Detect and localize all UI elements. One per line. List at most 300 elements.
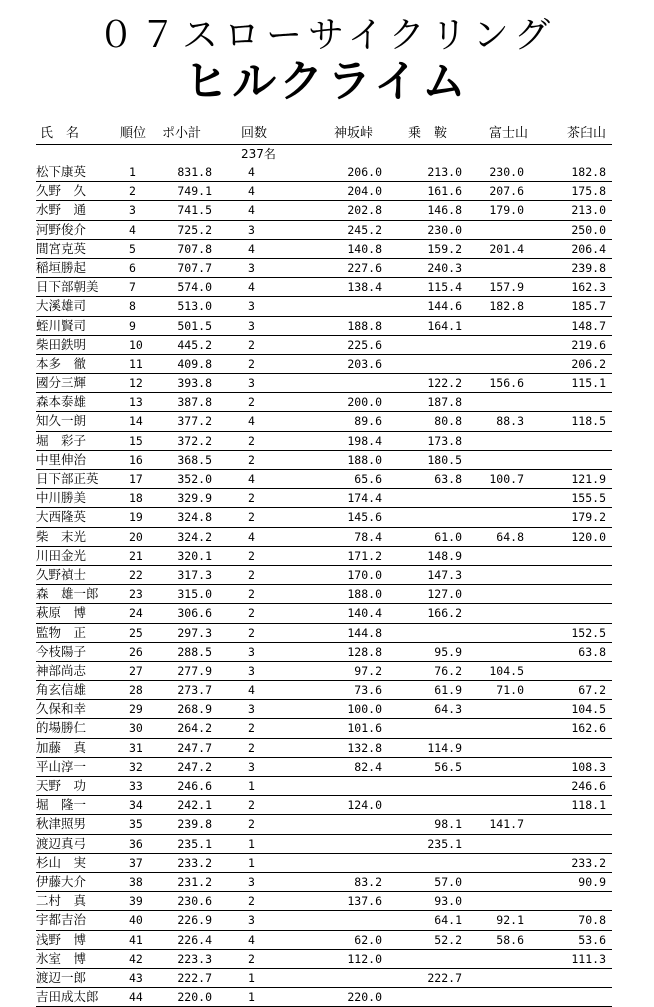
- cell-rank: 24: [129, 606, 143, 621]
- table-row: [36, 508, 612, 527]
- cell-count: 2: [248, 606, 255, 621]
- cell-venue-3: 90.9: [578, 874, 606, 889]
- cell-venue-0: 140.8: [347, 241, 382, 256]
- table-row: [36, 182, 612, 201]
- cell-name: 堀 彩子: [36, 432, 87, 448]
- cell-name: 久野禎士: [36, 566, 87, 582]
- cell-venue-1: 76.2: [434, 663, 462, 678]
- cell-venue-1: 122.2: [427, 376, 462, 391]
- cell-venue-1: 240.3: [427, 260, 462, 275]
- column-header-venue-2: 富士山: [489, 126, 529, 141]
- cell-count: 3: [248, 299, 255, 314]
- cell-count: 2: [248, 817, 255, 832]
- cell-points: 315.0: [177, 587, 212, 602]
- cell-points: 235.1: [177, 836, 212, 851]
- cell-points: 220.0: [177, 990, 212, 1005]
- cell-venue-1: 57.0: [434, 874, 462, 889]
- cell-venue-1: 146.8: [427, 203, 462, 218]
- cell-points: 725.2: [177, 222, 212, 237]
- cell-rank: 20: [129, 529, 143, 544]
- cell-points: 324.2: [177, 529, 212, 544]
- cell-rank: 14: [129, 414, 143, 429]
- cell-name: 渡辺真弓: [36, 835, 87, 851]
- cell-rank: 8: [129, 299, 136, 314]
- cell-venue-2: 182.8: [489, 299, 524, 314]
- table-row: [36, 278, 612, 297]
- cell-venue-1: 213.0: [427, 165, 462, 179]
- cell-name: 今枝陽子: [36, 643, 87, 659]
- cell-name: 氷室 博: [36, 950, 87, 966]
- cell-venue-3: 239.8: [571, 260, 606, 275]
- cell-venue-0: 144.8: [347, 625, 382, 640]
- table-row: [36, 969, 612, 988]
- cell-venue-1: 80.8: [434, 414, 462, 429]
- cell-points: 306.6: [177, 606, 212, 621]
- cell-points: 513.0: [177, 299, 212, 314]
- cell-venue-0: 78.4: [354, 529, 382, 544]
- cell-points: 368.5: [177, 452, 212, 467]
- cell-count: 4: [248, 932, 255, 947]
- cell-venue-3: 120.0: [571, 529, 606, 544]
- cell-venue-0: 200.0: [347, 395, 382, 410]
- cell-venue-0: 137.6: [347, 894, 382, 909]
- table-row: [36, 700, 612, 719]
- cell-venue-1: 95.9: [434, 644, 462, 659]
- cell-points: 247.7: [177, 740, 212, 755]
- cell-venue-3: 162.3: [571, 280, 606, 295]
- cell-count: 2: [248, 395, 255, 410]
- cell-name: 加藤 真: [36, 739, 87, 755]
- cell-venue-1: 56.5: [434, 759, 462, 774]
- cell-count: 3: [248, 874, 255, 889]
- cell-rank: 19: [129, 510, 143, 525]
- cell-count: 3: [248, 759, 255, 774]
- table-row: [36, 432, 612, 451]
- cell-venue-0: 140.4: [347, 606, 382, 621]
- cell-count: 4: [248, 414, 255, 429]
- cell-count: 4: [248, 241, 255, 256]
- cell-rank: 16: [129, 452, 143, 467]
- cell-count: 2: [248, 548, 255, 563]
- cell-venue-3: 162.6: [571, 721, 606, 736]
- cell-points: 242.1: [177, 798, 212, 813]
- cell-count: 1: [248, 779, 255, 793]
- cell-venue-3: 108.3: [571, 759, 606, 774]
- table-row: [36, 758, 612, 777]
- cell-points: 741.5: [177, 203, 212, 218]
- cell-name: 秋津照男: [36, 816, 87, 832]
- cell-rank: 11: [129, 356, 143, 371]
- cell-venue-0: 206.0: [347, 165, 382, 179]
- cell-rank: 6: [129, 260, 136, 275]
- column-header-venue-1: 乗 鞍: [408, 126, 448, 141]
- cell-count: 2: [248, 337, 255, 352]
- cell-count: 4: [248, 683, 255, 698]
- cell-venue-2: 104.5: [489, 663, 524, 678]
- cell-name: 浅野 博: [36, 931, 87, 947]
- cell-name: 日下部正英: [36, 471, 99, 486]
- cell-venue-1: 61.0: [434, 529, 462, 544]
- table-row: [36, 796, 612, 815]
- cell-points: 317.3: [177, 567, 212, 582]
- cell-rank: 27: [129, 663, 143, 678]
- cell-count: 2: [248, 740, 255, 755]
- cell-venue-0: 97.2: [354, 663, 382, 678]
- cell-name: 松下康英: [36, 164, 87, 179]
- cell-venue-3: 67.2: [578, 683, 606, 698]
- cell-venue-1: 164.1: [427, 318, 462, 333]
- cell-venue-0: 132.8: [347, 740, 382, 755]
- cell-points: 574.0: [177, 280, 212, 295]
- table-row: [36, 317, 612, 336]
- cell-name: 杉山 実: [36, 854, 87, 870]
- cell-venue-1: 93.0: [434, 894, 462, 909]
- cell-points: 231.2: [177, 874, 212, 889]
- cell-count: 3: [248, 644, 255, 659]
- cell-points: 277.9: [177, 663, 212, 678]
- results-table-body: [36, 163, 612, 1007]
- table-row: [36, 470, 612, 489]
- cell-points: 233.2: [177, 855, 212, 870]
- cell-name: 監物 正: [36, 624, 87, 640]
- cell-venue-1: 148.9: [427, 548, 462, 563]
- cell-name: 國分三輝: [36, 375, 87, 391]
- table-row: [36, 624, 612, 643]
- cell-points: 246.6: [177, 779, 212, 793]
- cell-count: 2: [248, 625, 255, 640]
- cell-name: 中川勝美: [36, 490, 87, 506]
- cell-rank: 12: [129, 376, 143, 391]
- cell-count: 1: [248, 990, 255, 1005]
- cell-venue-3: 206.2: [571, 356, 606, 371]
- cell-rank: 21: [129, 548, 143, 563]
- cell-rank: 29: [129, 702, 143, 717]
- table-header: [36, 124, 612, 145]
- table-row: [36, 355, 612, 374]
- cell-venue-3: 233.2: [571, 855, 606, 870]
- cell-venue-2: 230.0: [489, 165, 524, 179]
- column-header-venue-3: 茶臼山: [567, 126, 607, 141]
- cell-count: 3: [248, 260, 255, 275]
- cell-name: 萩原 博: [36, 605, 87, 621]
- cell-count: 2: [248, 491, 255, 506]
- table-row: [36, 412, 612, 431]
- cell-points: 372.2: [177, 433, 212, 448]
- cell-rank: 18: [129, 491, 143, 506]
- cell-count: 2: [248, 587, 255, 602]
- cell-count: 4: [248, 165, 255, 179]
- cell-points: 320.1: [177, 548, 212, 563]
- cell-count: 1: [248, 836, 255, 851]
- cell-venue-2: 141.7: [489, 817, 524, 832]
- cell-name: 宇都吉治: [36, 912, 87, 928]
- table-row: [36, 854, 612, 873]
- cell-points: 247.2: [177, 759, 212, 774]
- cell-venue-2: 156.6: [489, 376, 524, 391]
- cell-venue-3: 175.8: [571, 184, 606, 199]
- table-row: [36, 643, 612, 662]
- cell-venue-3: 111.3: [571, 951, 606, 966]
- table-row: [36, 374, 612, 393]
- cell-points: 393.8: [177, 376, 212, 391]
- cell-rank: 33: [129, 779, 143, 793]
- cell-rank: 39: [129, 894, 143, 909]
- cell-points: 377.2: [177, 414, 212, 429]
- cell-venue-1: 64.3: [434, 702, 462, 717]
- cell-count: 1: [248, 855, 255, 870]
- cell-rank: 42: [129, 951, 143, 966]
- table-row: [36, 240, 612, 259]
- table-row: [36, 739, 612, 758]
- cell-count: 4: [248, 203, 255, 218]
- participant-count: 237名: [241, 147, 276, 161]
- cell-count: 4: [248, 184, 255, 199]
- cell-count: 2: [248, 567, 255, 582]
- cell-points: 288.5: [177, 644, 212, 659]
- cell-rank: 34: [129, 798, 143, 813]
- cell-points: 707.8: [177, 241, 212, 256]
- table-row: [36, 585, 612, 604]
- cell-venue-1: 166.2: [427, 606, 462, 621]
- cell-points: 409.8: [177, 356, 212, 371]
- table-row: [36, 489, 612, 508]
- cell-points: 387.8: [177, 395, 212, 410]
- cell-name: 吉田成太郎: [36, 989, 99, 1005]
- cell-rank: 23: [129, 587, 143, 602]
- cell-venue-3: 104.5: [571, 702, 606, 717]
- cell-rank: 36: [129, 836, 143, 851]
- cell-count: 3: [248, 702, 255, 717]
- cell-venue-0: 225.6: [347, 337, 382, 352]
- cell-points: 749.1: [177, 184, 212, 199]
- column-header-rank: 順位: [120, 126, 147, 141]
- cell-venue-3: 179.2: [571, 510, 606, 525]
- cell-name: 二村 真: [36, 893, 87, 909]
- cell-rank: 2: [129, 184, 136, 199]
- cell-rank: 40: [129, 913, 143, 928]
- cell-venue-1: 64.1: [434, 913, 462, 928]
- cell-venue-0: 174.4: [347, 491, 382, 506]
- cell-points: 352.0: [177, 472, 212, 486]
- page-subtitle: ヒルクライム: [184, 56, 470, 107]
- cell-count: 4: [248, 472, 255, 486]
- cell-venue-0: 65.6: [354, 472, 382, 486]
- cell-points: 239.8: [177, 817, 212, 832]
- cell-points: 222.7: [177, 970, 212, 985]
- cell-count: 2: [248, 433, 255, 448]
- cell-count: 2: [248, 721, 255, 736]
- cell-name: 中里伸治: [36, 451, 87, 467]
- cell-rank: 31: [129, 740, 143, 755]
- cell-venue-1: 230.0: [427, 222, 462, 237]
- cell-venue-0: 220.0: [347, 990, 382, 1005]
- table-row: [36, 163, 612, 182]
- cell-venue-3: 206.4: [571, 241, 606, 256]
- cell-name: 稲垣勝起: [36, 259, 87, 275]
- cell-count: 3: [248, 222, 255, 237]
- cell-venue-0: 204.0: [347, 184, 382, 199]
- cell-rank: 17: [129, 472, 143, 486]
- cell-name: 森 雄一郎: [36, 586, 99, 602]
- cell-venue-3: 213.0: [571, 203, 606, 218]
- cell-rank: 4: [129, 222, 136, 237]
- cell-count: 3: [248, 376, 255, 391]
- cell-name: 角玄信雄: [36, 682, 87, 698]
- cell-venue-3: 155.5: [571, 491, 606, 506]
- cell-rank: 9: [129, 318, 136, 333]
- cell-count: 2: [248, 452, 255, 467]
- cell-venue-2: 201.4: [489, 241, 524, 256]
- table-row: [36, 259, 612, 278]
- cell-venue-3: 246.6: [571, 779, 606, 793]
- table-row: [36, 873, 612, 892]
- cell-count: 2: [248, 894, 255, 909]
- cell-venue-0: 188.0: [347, 587, 382, 602]
- cell-name: 知久一朗: [36, 413, 87, 429]
- cell-points: 445.2: [177, 337, 212, 352]
- cell-name: 天野 功: [36, 778, 87, 793]
- column-header-venue-0: 神坂峠: [334, 126, 374, 141]
- cell-venue-0: 124.0: [347, 798, 382, 813]
- cell-name: 渡辺一郎: [36, 969, 87, 985]
- cell-venue-1: 187.8: [427, 395, 462, 410]
- cell-count: 2: [248, 356, 255, 371]
- cell-venue-2: 157.9: [489, 280, 524, 295]
- cell-venue-0: 128.8: [347, 644, 382, 659]
- table-row: [36, 911, 612, 930]
- cell-name: 柴 末光: [36, 528, 87, 544]
- cell-points: 501.5: [177, 318, 212, 333]
- cell-name: 堀 隆一: [36, 797, 87, 813]
- cell-venue-2: 58.6: [496, 932, 524, 947]
- cell-name: 森本泰雄: [36, 394, 87, 410]
- cell-venue-1: 222.7: [427, 970, 462, 985]
- table-row: [36, 815, 612, 834]
- cell-venue-2: 179.0: [489, 203, 524, 218]
- cell-name: 柴田鉄明: [36, 336, 87, 352]
- cell-venue-0: 203.6: [347, 356, 382, 371]
- table-row: [36, 950, 612, 969]
- cell-venue-0: 198.4: [347, 433, 382, 448]
- cell-venue-0: 202.8: [347, 203, 382, 218]
- table-row: [36, 681, 612, 700]
- column-header-count: 回数: [241, 126, 268, 141]
- cell-name: 水野 通: [36, 202, 87, 218]
- cell-venue-3: 118.1: [571, 798, 606, 813]
- cell-venue-2: 100.7: [489, 472, 524, 486]
- cell-points: 273.7: [177, 683, 212, 698]
- cell-rank: 3: [129, 203, 136, 218]
- cell-name: 本多 徹: [36, 355, 87, 371]
- cell-rank: 1: [129, 165, 136, 179]
- cell-venue-0: 171.2: [347, 548, 382, 563]
- cell-points: 268.9: [177, 702, 212, 717]
- cell-venue-1: 98.1: [434, 817, 462, 832]
- cell-venue-1: 147.3: [427, 567, 462, 582]
- table-row: [36, 604, 612, 623]
- cell-name: 河野俊介: [36, 221, 87, 237]
- cell-rank: 41: [129, 932, 143, 947]
- table-row: [36, 719, 612, 738]
- cell-points: 226.9: [177, 913, 212, 928]
- cell-rank: 30: [129, 721, 143, 736]
- cell-venue-0: 82.4: [354, 759, 382, 774]
- cell-name: 川田金光: [36, 547, 87, 563]
- cell-count: 3: [248, 663, 255, 678]
- table-row: [36, 451, 612, 470]
- cell-name: 伊藤大介: [36, 873, 87, 889]
- cell-rank: 15: [129, 433, 143, 448]
- cell-rank: 28: [129, 683, 143, 698]
- cell-name: 神部尚志: [36, 662, 87, 678]
- cell-name: 大西隆英: [36, 509, 87, 525]
- cell-venue-1: 52.2: [434, 932, 462, 947]
- cell-rank: 38: [129, 874, 143, 889]
- cell-venue-0: 62.0: [354, 932, 382, 947]
- table-row: [36, 221, 612, 240]
- cell-count: 1: [248, 970, 255, 985]
- cell-points: 324.8: [177, 510, 212, 525]
- cell-points: 230.6: [177, 894, 212, 909]
- cell-rank: 43: [129, 970, 143, 985]
- cell-venue-0: 170.0: [347, 567, 382, 582]
- cell-name: 蛭川賢司: [36, 317, 87, 333]
- cell-venue-0: 188.0: [347, 452, 382, 467]
- cell-points: 264.2: [177, 721, 212, 736]
- cell-rank: 7: [129, 280, 136, 295]
- cell-venue-0: 89.6: [354, 414, 382, 429]
- cell-venue-3: 53.6: [578, 932, 606, 947]
- cell-points: 707.7: [177, 260, 212, 275]
- table-row: [36, 528, 612, 547]
- cell-points: 223.3: [177, 951, 212, 966]
- cell-count: 3: [248, 913, 255, 928]
- cell-rank: 22: [129, 567, 143, 582]
- cell-venue-0: 145.6: [347, 510, 382, 525]
- cell-rank: 5: [129, 241, 136, 256]
- cell-name: 日下部朝美: [36, 279, 99, 295]
- table-row: [36, 393, 612, 412]
- page-title: ０７スローサイクリング: [97, 15, 557, 56]
- cell-rank: 13: [129, 395, 143, 410]
- cell-rank: 37: [129, 855, 143, 870]
- cell-rank: 25: [129, 625, 143, 640]
- cell-venue-2: 92.1: [496, 913, 524, 928]
- cell-count: 4: [248, 280, 255, 295]
- cell-venue-1: 161.6: [427, 184, 462, 199]
- cell-rank: 32: [129, 759, 143, 774]
- cell-venue-0: 245.2: [347, 222, 382, 237]
- cell-venue-3: 63.8: [578, 644, 606, 659]
- cell-count: 2: [248, 510, 255, 525]
- cell-name: 久野 久: [36, 183, 87, 199]
- cell-venue-3: 118.5: [571, 414, 606, 429]
- cell-venue-3: 115.1: [571, 376, 606, 391]
- cell-venue-0: 138.4: [347, 280, 382, 295]
- table-row: [36, 892, 612, 911]
- cell-name: 平山淳一: [36, 758, 87, 774]
- cell-points: 226.4: [177, 932, 212, 947]
- cell-venue-2: 207.6: [489, 184, 524, 199]
- cell-count: 2: [248, 951, 255, 966]
- cell-venue-0: 112.0: [347, 951, 382, 966]
- cell-venue-1: 114.9: [427, 740, 462, 755]
- cell-venue-3: 185.7: [571, 299, 606, 314]
- cell-venue-2: 64.8: [496, 529, 524, 544]
- cell-venue-1: 159.2: [427, 241, 462, 256]
- cell-venue-3: 152.5: [571, 625, 606, 640]
- cell-points: 831.8: [177, 165, 212, 179]
